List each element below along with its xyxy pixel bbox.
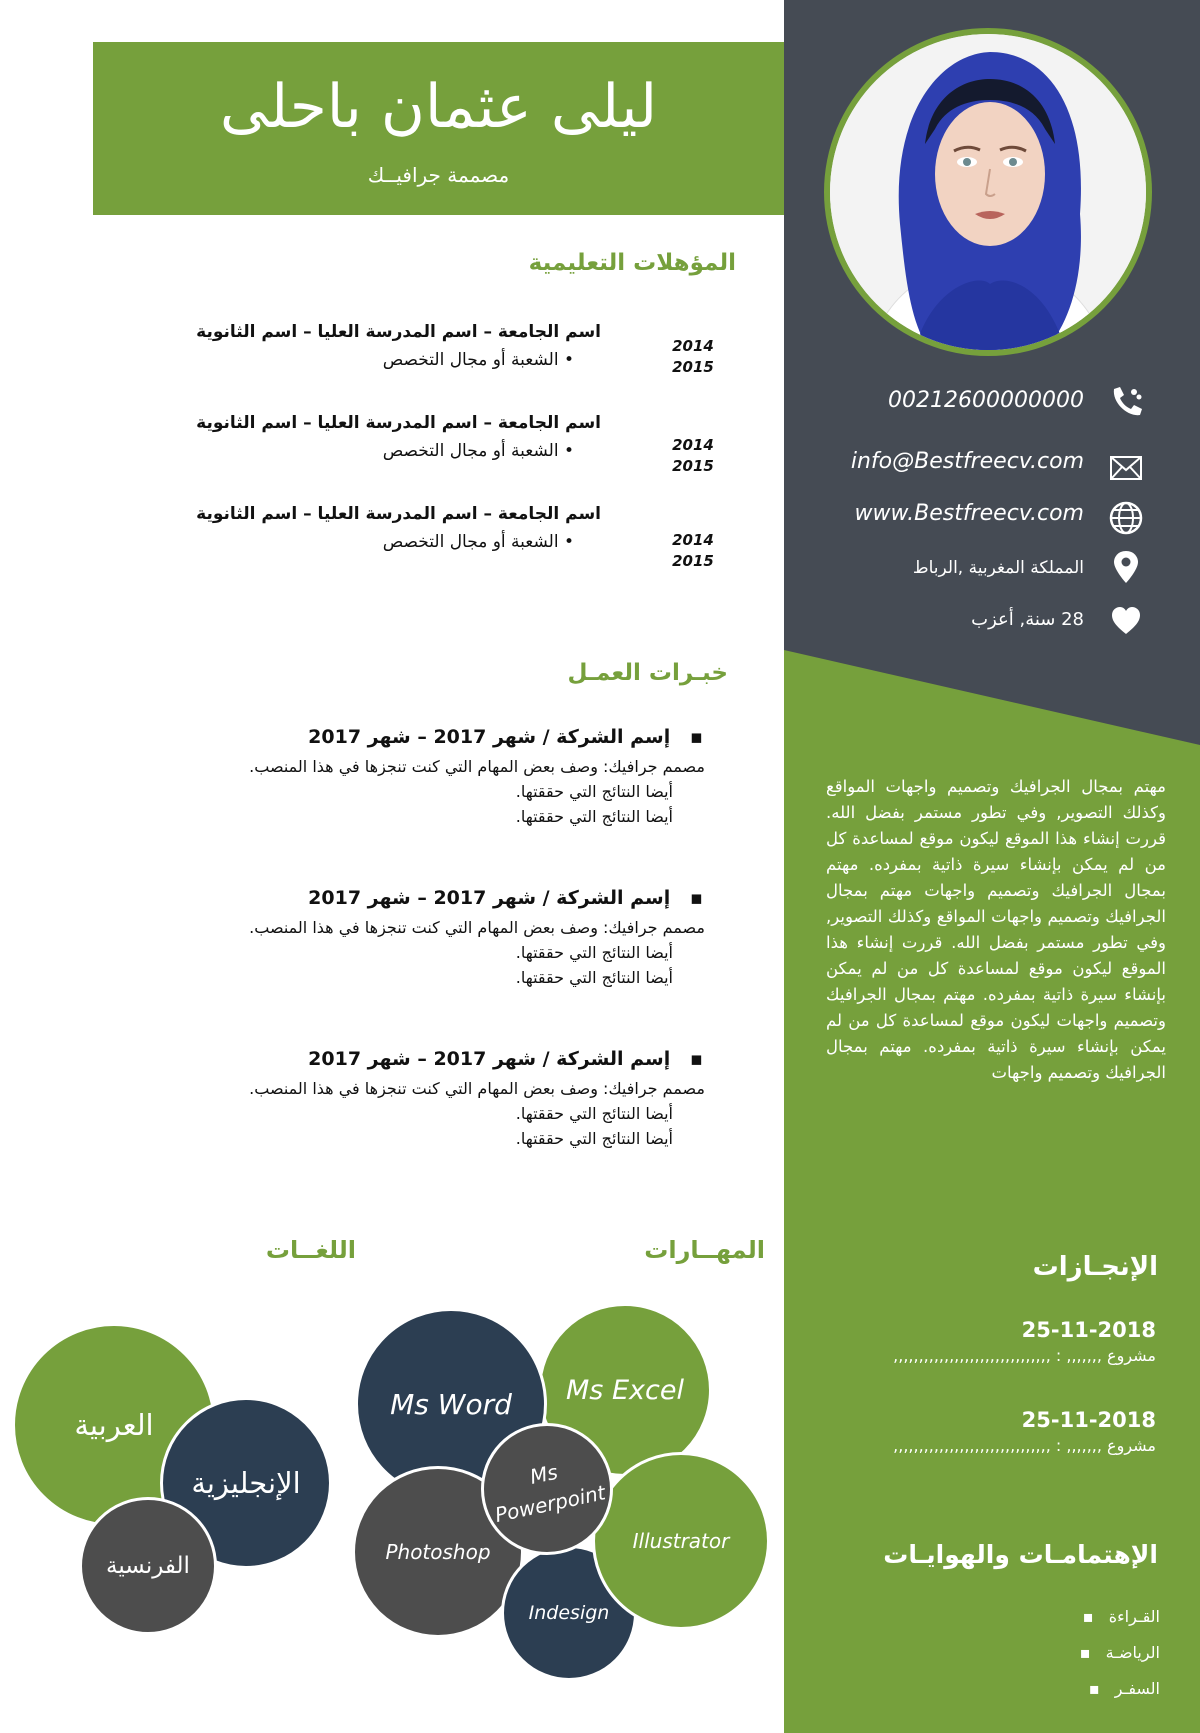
experience-result: أيضا النتائج التي حققتها. [515,1129,673,1148]
globe-icon [1106,498,1146,538]
website-text[interactable]: www.Bestfreecv.com [854,501,1084,526]
hobby-item: الرياضـة ▪ [1079,1643,1160,1662]
education-field: • الشعبة أو مجال التخصص [382,532,574,552]
experience-title: ▪ إسم الشركة / شهر 2017 – شهر 2017 [308,887,703,909]
experience-result: أيضا النتائج التي حققتها. [515,943,673,962]
address-text: المملكة المغربية ,الرباط [912,558,1084,578]
hobbies-heading: الإهتمامـات والهوايـات [883,1540,1158,1569]
skill-bubble: Indesign [501,1545,637,1681]
location-pin-icon [1106,547,1146,587]
experience-result: أيضا النتائج التي حققتها. [515,1104,673,1123]
language-bubble: الإنجليزية [160,1397,332,1569]
experience-result: أيضا النتائج التي حققتها. [515,807,673,826]
skill-bubble: Ms Powerpoint [469,1411,626,1568]
achievement-line: مشروع ,,,,,,, : ,,,,,,,,,,,,,,,,,,,,,,,,,,,,,,, [893,1346,1156,1365]
hobby-item: القـراءة ▪ [1082,1607,1160,1626]
experience-result: أيضا النتائج التي حققتها. [515,782,673,801]
education-title: اسم الجامعة – اسم المدرسة العليا – اسم الثانوية [196,322,601,342]
education-field: • الشعبة أو مجال التخصص [382,441,574,461]
achievement-date: 25-11-2018 [1021,1408,1156,1432]
education-years: 2014 2015 [672,531,714,570]
profile-photo [830,34,1146,350]
education-years: 2014 2015 [672,436,714,475]
skill-bubble: Photoshop [352,1466,524,1638]
phone-text[interactable]: 00212600000000 [888,388,1084,413]
experience-title: ▪ إسم الشركة / شهر 2017 – شهر 2017 [308,726,703,748]
email-text[interactable]: info@Bestfreecv.com [850,449,1084,474]
skills-heading: المهــارات [644,1236,765,1264]
achievements-heading: الإنجـازات [1032,1252,1158,1282]
education-years: 2014 2015 [672,337,714,376]
education-title: اسم الجامعة – اسم المدرسة العليا – اسم الثانوية [196,413,601,433]
experience-desc: مصمم جرافيك: وصف بعض المهام التي كنت تنجزها في هذا المنصب. [249,1079,705,1098]
education-heading: المؤهلات التعليمية [528,250,736,276]
achievement-line: مشروع ,,,,,,, : ,,,,,,,,,,,,,,,,,,,,,,,,,,,,,,, [893,1436,1156,1455]
language-bubble: الفرنسية [79,1497,217,1635]
experience-heading: خبـرات العمـل [567,660,728,686]
skill-bubble: Ms Excel [538,1303,712,1477]
skill-bubble: Ms Word [355,1308,547,1500]
experience-result: أيضا النتائج التي حققتها. [515,968,673,987]
education-title: اسم الجامعة – اسم المدرسة العليا – اسم الثانوية [196,504,601,524]
skill-bubble: Illustrator [592,1452,770,1630]
envelope-icon [1106,448,1146,488]
about-text: مهتم بمجال الجرافيك وتصميم واجهات المواقع وكذلك التصوير, وفي تطور مستمر بفضل الله. قررت إنشاء هذا الموقع ليكون موقع لمساعدة كل من لم يمكن بإنشاء سيرة ذاتية بمفرده. مهتم بمجال الجرافيك وتصميم واجهات مهتم بمجال الجرافيك وتصميم واجهات المواقع وكذلك التصوير, وفي تطور مستمر بفضل الله. قررت إنشاء هذا الموقع ليكون موقع لمساعدة كل من لم يمكن بإنشاء سيرة ذاتية بمفرده. مهتم بمجال الجرافيك وتصميم واجهات ليكون موقع لمساعدة كل من لم يمكن بإنشاء سيرة ذاتية بمفرده. مهتم بمجال الجرافيك وتصميم واجهات [826,777,1166,1082]
age-status-text: 28 سنة, أعزب [971,609,1084,630]
experience-desc: مصمم جرافيك: وصف بعض المهام التي كنت تنجزها في هذا المنصب. [249,757,705,776]
phone-icon [1106,383,1146,423]
job-title: مصممة جرافيــك [367,163,510,187]
languages-heading: اللغــات [265,1236,356,1264]
education-field: • الشعبة أو مجال التخصص [382,350,574,370]
experience-desc: مصمم جرافيك: وصف بعض المهام التي كنت تنجزها في هذا المنصب. [249,918,705,937]
language-bubble: العربية [12,1323,216,1527]
hobby-item: السفـر ▪ [1088,1679,1160,1698]
heart-icon [1106,601,1146,641]
experience-title: ▪ إسم الشركة / شهر 2017 – شهر 2017 [308,1048,703,1070]
achievement-date: 25-11-2018 [1021,1318,1156,1342]
full-name: ليلى عثمان باحلى [219,72,658,142]
